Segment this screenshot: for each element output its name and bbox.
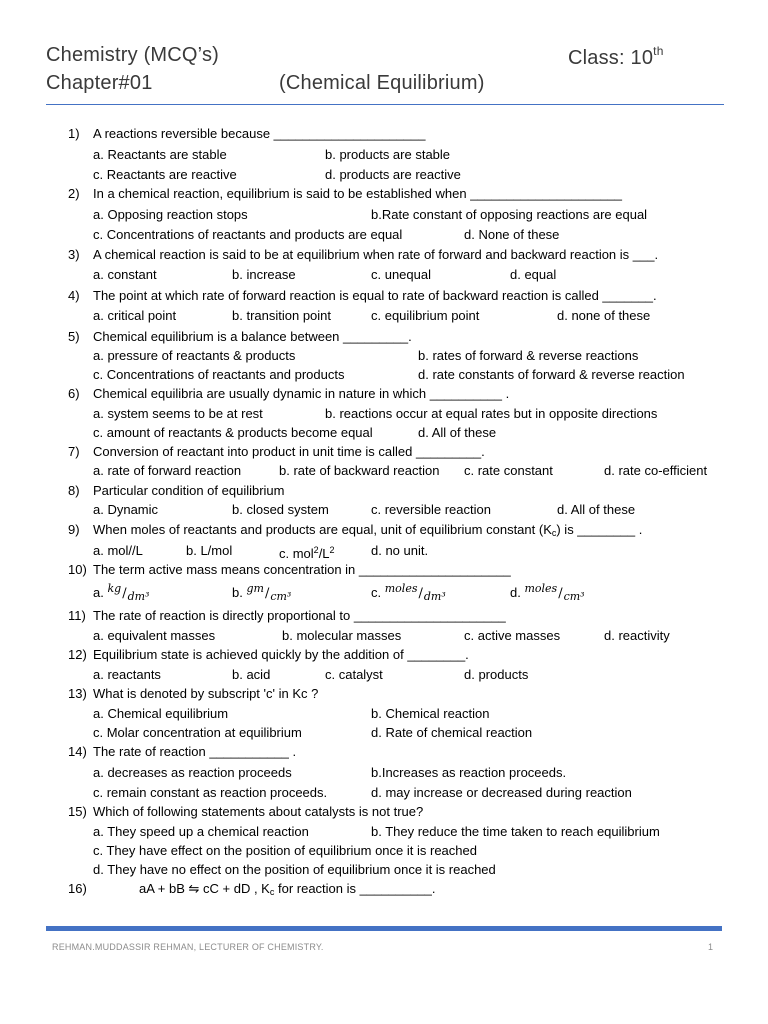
option-d: d. None of these: [464, 227, 560, 242]
question-stem: A chemical reaction is said to be at equilibrium when rate of forward and backward reaction is ___.: [93, 247, 659, 262]
question-stem: [93, 520, 642, 543]
fraction: moles/dm³: [384, 582, 446, 603]
question-number: 12): [68, 647, 87, 662]
option-d: d. none of these: [557, 308, 651, 323]
option-d: d. They have no effect on the position of equilibrium once it is reached: [93, 862, 496, 877]
question-number: 9): [68, 522, 80, 537]
header-line-2: [46, 72, 720, 100]
option-a: a. system seems to be at rest: [93, 406, 263, 421]
option-d: d. products: [464, 667, 529, 682]
subscript: c: [269, 887, 275, 897]
option-label: d.: [510, 585, 521, 600]
option-b: b. closed system: [232, 502, 329, 517]
stem-text: aA + bB ⇋ cC + dD , K: [139, 881, 270, 896]
fraction-denominator: dm³: [423, 590, 446, 603]
question-stem: Chemical equilibria are usually dynamic in nature in which __________ .: [93, 386, 510, 401]
subject-title: Chemistry (MCQ’s): [46, 44, 220, 66]
header-divider: [46, 104, 724, 105]
fraction-denominator: cm³: [270, 590, 292, 603]
option-a: a. reactants: [93, 667, 161, 682]
fraction-numerator: kg: [107, 582, 122, 595]
stem-text: ) is ________ .: [556, 522, 643, 537]
option-b: b. products are stable: [325, 147, 451, 162]
question-stem: Which of following statements about catalysts is not true?: [93, 804, 424, 819]
option-b: [232, 583, 291, 603]
question-stem: Conversion of reactant into product in unit time is called _________.: [93, 444, 485, 459]
option-c: c. Molar concentration at equilibrium: [93, 725, 302, 740]
stem-text: When moles of reactants and products are equal, unit of equilibrium constant (K: [93, 522, 552, 537]
option-a: a. rate of forward reaction: [93, 463, 242, 478]
option-b: b. rate of backward reaction: [279, 463, 440, 478]
question-number: 8): [68, 483, 80, 498]
subscript: c: [551, 528, 557, 538]
option-label: a.: [93, 585, 104, 600]
option-label: b.: [232, 585, 243, 600]
option-c: c. active masses: [464, 628, 561, 643]
option-b: b. reactions occur at equal rates but in opposite directions: [325, 406, 658, 421]
fraction-numerator: moles: [384, 582, 418, 595]
header-line-1: [46, 44, 720, 70]
option-a: a. equivalent masses: [93, 628, 216, 643]
fraction: moles/cm³: [524, 582, 585, 603]
question-number: 15): [68, 804, 87, 819]
option-a: [93, 583, 149, 603]
question-stem: [139, 879, 436, 902]
question-stem: What is denoted by subscript 'c' in Kc ?: [93, 686, 319, 701]
question-number: 6): [68, 386, 80, 401]
footer-divider: [46, 926, 722, 931]
question-number: 13): [68, 686, 87, 701]
fraction-denominator: dm³: [127, 590, 150, 603]
chapter-number: Chapter#01: [46, 72, 153, 94]
question-number: 14): [68, 744, 87, 759]
question-stem: The rate of reaction ___________ .: [93, 744, 297, 759]
class-text: Class: 10: [568, 47, 654, 69]
option-d: d. rate co-efficient: [604, 463, 708, 478]
question-stem: In a chemical reaction, equilibrium is said to be established when _____________________: [93, 186, 623, 201]
option-d: d. rate constants of forward & reverse reaction: [418, 367, 685, 382]
superscript: 2: [329, 545, 335, 555]
option-a: a. critical point: [93, 308, 177, 323]
page-number: 1: [708, 942, 714, 952]
option-b: b. acid: [232, 667, 271, 682]
option-a: a. constant: [93, 267, 157, 282]
option-a: a. Reactants are stable: [93, 147, 227, 162]
option-a: a. mol//L: [93, 543, 143, 558]
question-number: 5): [68, 329, 80, 344]
option-c: c. reversible reaction: [371, 502, 491, 517]
option-d: d. may increase or decreased during reaction: [371, 785, 632, 800]
question-number: 2): [68, 186, 80, 201]
option-c: c. catalyst: [325, 667, 383, 682]
question-stem: The point at which rate of forward reaction is equal to rate of backward reaction is called _______.: [93, 288, 657, 303]
question-stem: The term active mass means concentration in _____________________: [93, 562, 511, 577]
option-b: b. Chemical reaction: [371, 706, 490, 721]
option-d: [510, 583, 585, 603]
option-text: /L: [318, 546, 330, 561]
question-stem: The rate of reaction is directly proportional to _____________________: [93, 608, 506, 623]
question-number: 1): [68, 126, 80, 141]
option-b: b.Rate constant of opposing reactions are equal: [371, 207, 648, 222]
question-stem: Particular condition of equilibrium: [93, 483, 285, 498]
option-d: d. equal: [510, 267, 557, 282]
question-number: 3): [68, 247, 80, 262]
option-a: a. Chemical equilibrium: [93, 706, 229, 721]
class-superscript: th: [653, 44, 664, 58]
question-number: 7): [68, 444, 80, 459]
option-a: a. Opposing reaction stops: [93, 207, 248, 222]
option-b: b. molecular masses: [282, 628, 402, 643]
footer-author: REHMAN.MUDDASSIR REHMAN, LECTURER OF CHEMISTRY.: [52, 942, 324, 952]
option-c: c. amount of reactants & products become equal: [93, 425, 373, 440]
option-d: d. reactivity: [604, 628, 670, 643]
option-c: c. Concentrations of reactants and products: [93, 367, 345, 382]
option-c: c. equilibrium point: [371, 308, 480, 323]
option-a: a. pressure of reactants & products: [93, 348, 296, 363]
fraction: kg/dm³: [107, 582, 150, 603]
option-d: d. All of these: [418, 425, 497, 440]
option-c: c. Concentrations of reactants and products are equal: [93, 227, 403, 242]
fraction: gm/cm³: [246, 582, 292, 603]
question-number: 11): [68, 608, 86, 623]
question-number: 4): [68, 288, 80, 303]
option-c: c. unequal: [371, 267, 431, 282]
option-a: a. Dynamic: [93, 502, 159, 517]
option-a: a. decreases as reaction proceeds: [93, 765, 292, 780]
option-d: d. no unit.: [371, 543, 429, 558]
option-b: b.Increases as reaction proceeds.: [371, 765, 567, 780]
option-c: c. rate constant: [464, 463, 553, 478]
option-c: c. Reactants are reactive: [93, 167, 237, 182]
option-d: d. products are reactive: [325, 167, 461, 182]
option-b: b. L/mol: [186, 543, 233, 558]
stem-text: for reaction is __________.: [274, 881, 436, 896]
option-d: d. All of these: [557, 502, 636, 517]
superscript: 2: [313, 545, 319, 555]
option-d: d. Rate of chemical reaction: [371, 725, 533, 740]
question-stem: Equilibrium state is achieved quickly by the addition of ________.: [93, 647, 469, 662]
option-b: b. transition point: [232, 308, 332, 323]
question-number: 16): [68, 881, 87, 896]
question-number: 10): [68, 562, 87, 577]
option-b: b. increase: [232, 267, 296, 282]
option-a: a. They speed up a chemical reaction: [93, 824, 309, 839]
option-c: c. They have effect on the position of equilibrium once it is reached: [93, 843, 477, 858]
option-c: c. remain constant as reaction proceeds.: [93, 785, 328, 800]
option-label: c.: [371, 585, 382, 600]
option-b: b. rates of forward & reverse reactions: [418, 348, 639, 363]
question-stem: Chemical equilibrium is a balance between _________.: [93, 329, 412, 344]
fraction-denominator: cm³: [563, 590, 585, 603]
fraction-numerator: moles: [524, 582, 558, 595]
chapter-title: (Chemical Equilibrium): [279, 72, 485, 94]
class-label: [568, 44, 664, 70]
option-text: c. mol: [279, 546, 314, 561]
option-c: [371, 583, 446, 603]
fraction-numerator: gm: [246, 582, 264, 595]
question-stem: A reactions reversible because _____________________: [93, 126, 426, 141]
option-b: b. They reduce the time taken to reach equilibrium: [371, 824, 660, 839]
